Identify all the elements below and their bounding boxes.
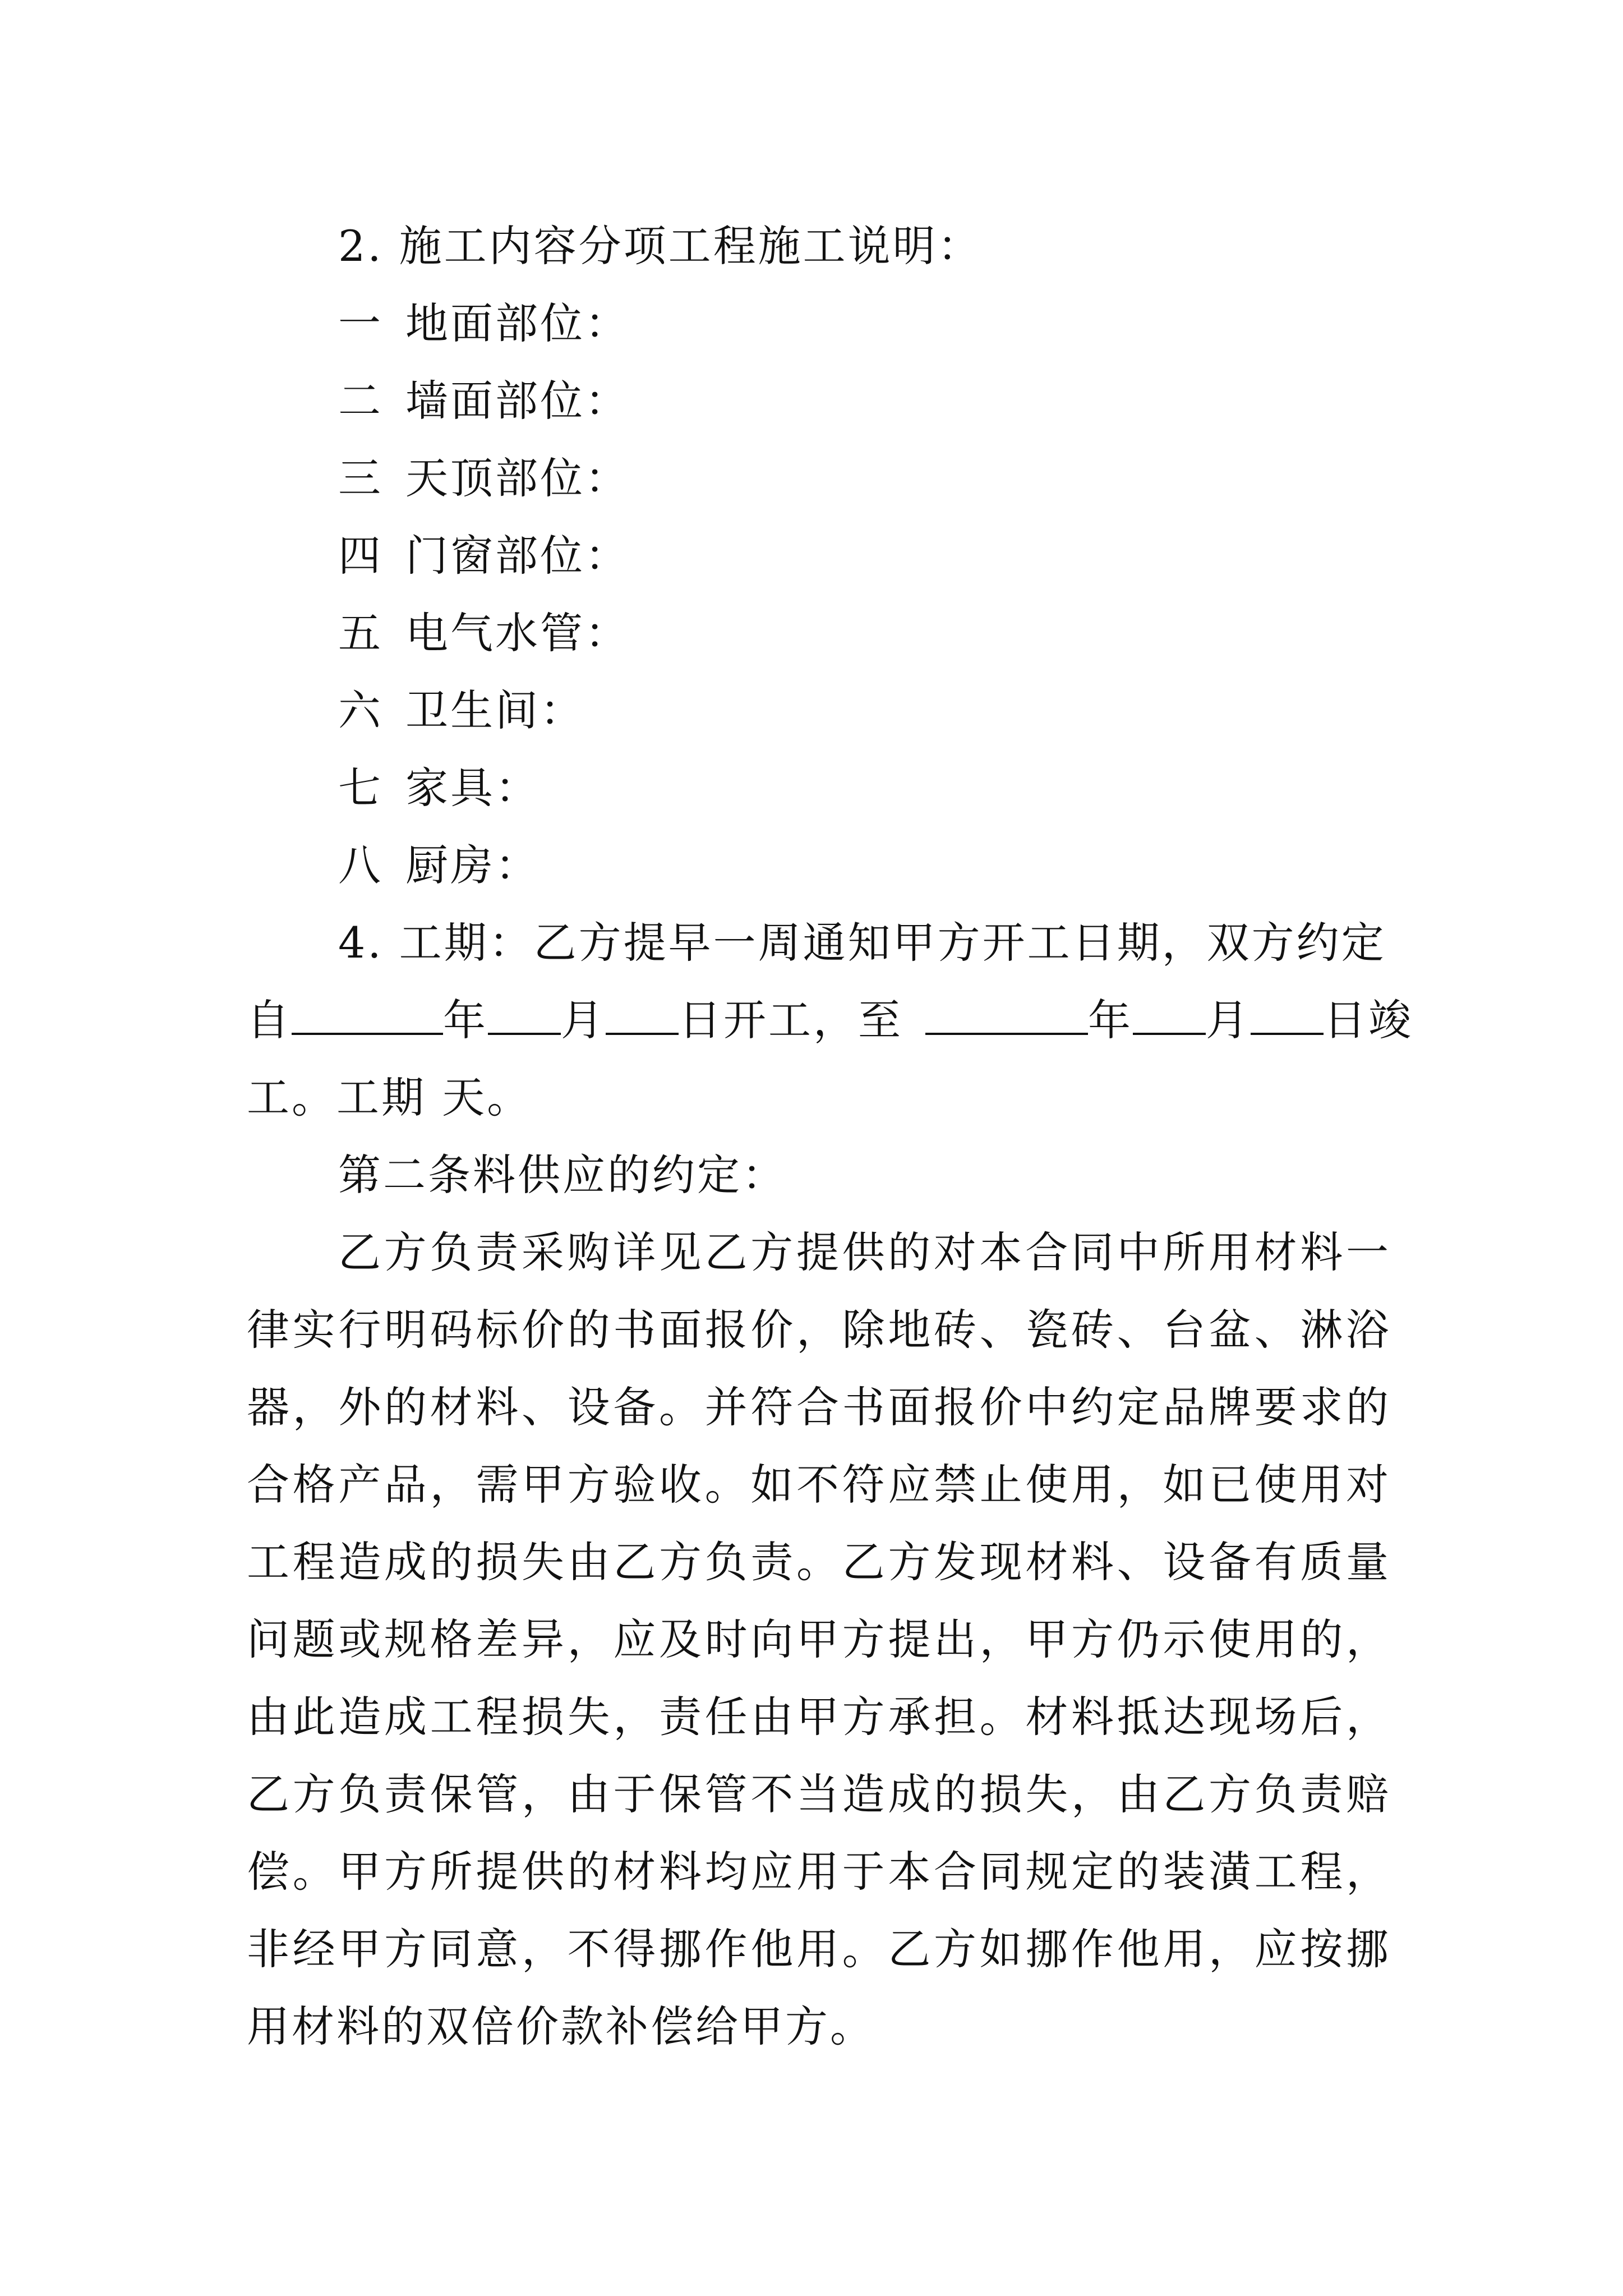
item-label: 厨房： (405, 840, 540, 890)
schedule-line-3: 工。工期 天。 (247, 1073, 532, 1122)
item-number: 七 (338, 763, 383, 813)
end-year-blank[interactable] (925, 997, 1088, 1035)
end-month-blank[interactable] (1133, 997, 1206, 1035)
item-number: 二 (338, 376, 383, 426)
end-day-label: 日竣 (1324, 995, 1413, 1045)
item-number: 三 (338, 453, 383, 503)
start-day-label: 日开工，至 (679, 995, 903, 1045)
construction-heading: 2. 施工内容分项工程施工说明： (338, 221, 983, 271)
item-ceiling (247, 440, 1391, 517)
start-day-blank[interactable] (606, 997, 679, 1035)
article-2-title: 第二条料供应的约定： (338, 1150, 787, 1200)
item-label: 家具： (405, 763, 540, 813)
item-number: 八 (338, 840, 383, 890)
end-month-label: 月 (1206, 995, 1251, 1045)
schedule-line-2 (247, 982, 1413, 1059)
item-label: 墙面部位： (405, 376, 630, 426)
item-label: 电气水管： (405, 608, 630, 658)
item-floor (247, 285, 1391, 362)
item-label: 门窗部位： (405, 531, 630, 581)
end-year-label: 年 (1088, 995, 1133, 1045)
start-month-blank[interactable] (488, 997, 561, 1035)
end-day-blank[interactable] (1251, 997, 1324, 1035)
start-month-label: 月 (561, 995, 606, 1045)
schedule-from: 自 (247, 995, 292, 1045)
article-2-body: 乙方负责采购详见乙方提供的对本合同中所用材料一律实行明码标价的书面报价，除地砖、瓷砖、台盆、淋浴器，外的材料、设备。并符合书面报价中约定品牌要求的合格产品，需甲方验收。如不符应禁止使用，如已使用对工程造成的损失由乙方负责。乙方发现材料、设备有质量问题或规格差异，应及时向甲方提出，甲方仍示使用的，由此造成工程损失，责任由甲方承担。材料抵达现场后，乙方负责保管，由于保管不当造成的损失，由乙方负责赔偿。甲方所提供的材料均应用于本合同规定的装潢工程，非经甲方同意，不得挪作他用。乙方如挪作他用，应按挪用材料的双倍价款补偿给甲方。 (247, 1227, 1391, 2051)
schedule-line-1: 4. 工期：乙方提早一周通知甲方开工日期，双方约定 (338, 918, 1386, 968)
item-bathroom (247, 672, 1391, 749)
start-year-label: 年 (443, 995, 488, 1045)
item-doors-windows (247, 517, 1391, 595)
item-electric-plumbing (247, 595, 1391, 672)
start-year-blank[interactable] (292, 997, 443, 1035)
document-body (247, 208, 1413, 2065)
item-label: 卫生间： (405, 685, 585, 735)
item-number: 四 (338, 531, 383, 581)
item-number: 六 (338, 685, 383, 735)
item-kitchen (247, 827, 1391, 904)
item-wall (247, 362, 1391, 440)
item-number: 一 (338, 298, 383, 348)
item-furniture (247, 749, 1391, 827)
item-number: 五 (338, 608, 383, 658)
item-label: 天顶部位： (405, 453, 630, 503)
item-label: 地面部位： (405, 298, 630, 348)
